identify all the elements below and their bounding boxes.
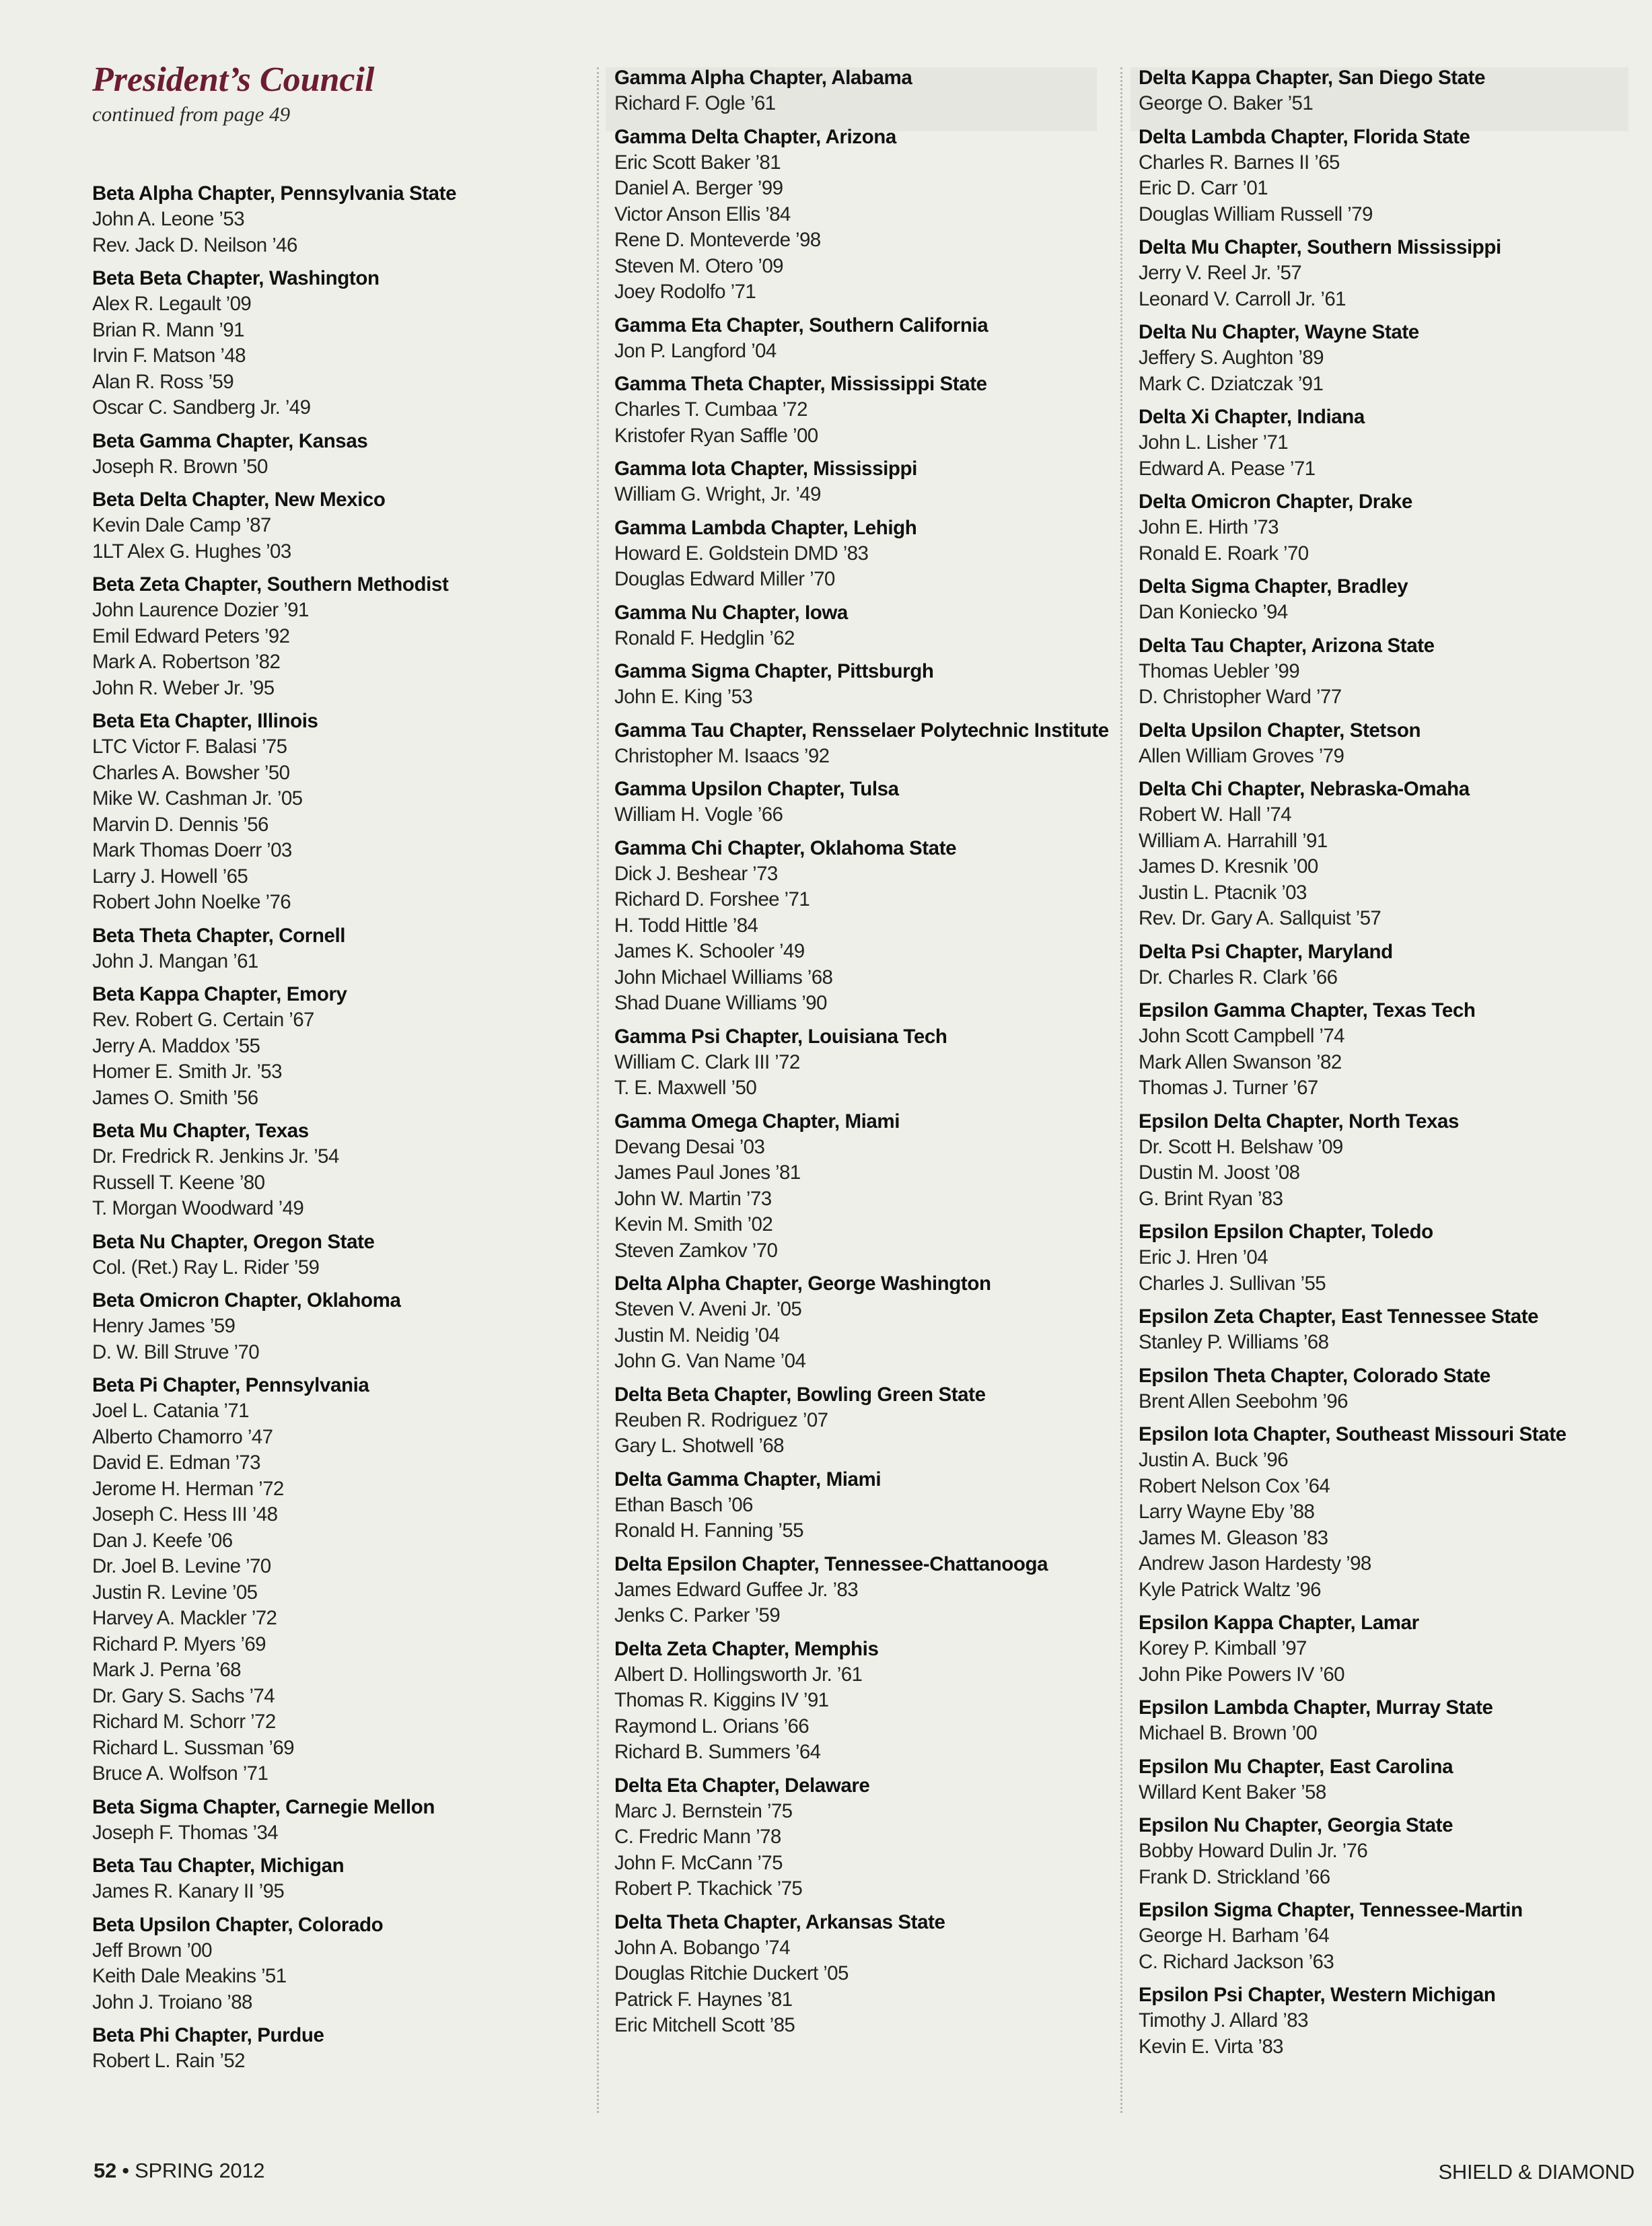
- member-name: Thomas R. Kiggins IV ’91: [614, 1689, 829, 1711]
- member-name: John F. McCann ’75: [614, 1851, 783, 1874]
- member-name: D. W. Bill Struve ’70: [92, 1340, 260, 1363]
- member-name: Dan Koniecko ’94: [1139, 601, 1288, 623]
- chapter-heading: Delta Nu Chapter, Wayne State: [1139, 321, 1419, 343]
- chapter-heading: Delta Upsilon Chapter, Stetson: [1139, 719, 1421, 742]
- member-name: Mike W. Cashman Jr. ’05: [92, 787, 303, 810]
- chapter-heading: Gamma Sigma Chapter, Pittsburgh: [614, 660, 934, 682]
- member-name: Alex R. Legault ’09: [92, 293, 252, 315]
- chapter-heading: Delta Psi Chapter, Maryland: [1139, 940, 1393, 963]
- chapter-group: [1139, 633, 1637, 711]
- member-name: Dr. Gary S. Sachs ’74: [92, 1684, 275, 1707]
- member-name: Dan J. Keefe ’06: [92, 1529, 233, 1552]
- member-name: Col. (Ret.) Ray L. Rider ’59: [92, 1256, 320, 1279]
- member-name: Ronald F. Hedglin ’62: [614, 626, 795, 649]
- chapter-list: [1139, 65, 1637, 2060]
- member-name: Kyle Patrick Waltz ’96: [1139, 1578, 1321, 1601]
- chapter-heading: Beta Upsilon Chapter, Colorado: [92, 1913, 384, 1936]
- member-name: Patrick F. Haynes ’81: [614, 1988, 793, 2011]
- member-name: Timothy J. Allard ’83: [1139, 2009, 1308, 2032]
- chapter-heading: Epsilon Lambda Chapter, Murray State: [1139, 1696, 1493, 1719]
- member-name: Richard F. Ogle ’61: [614, 92, 776, 114]
- chapter-heading: Gamma Theta Chapter, Mississippi State: [614, 373, 987, 395]
- member-name: William C. Clark III ’72: [614, 1050, 800, 1073]
- member-name: Robert W. Hall ’74: [1139, 803, 1291, 826]
- page-title: President’s Council: [92, 61, 375, 99]
- chapter-group: [614, 717, 1112, 770]
- member-name: Brian R. Mann ’91: [92, 318, 244, 341]
- member-name: Dr. Joel B. Levine ’70: [92, 1555, 271, 1577]
- member-name: Raymond L. Orians ’66: [614, 1715, 810, 1737]
- member-name: Charles A. Bowsher ’50: [92, 761, 290, 784]
- member-name: Joseph R. Brown ’50: [92, 455, 268, 478]
- member-name: Edward A. Pease ’71: [1139, 457, 1316, 480]
- member-name: William G. Wright, Jr. ’49: [614, 483, 821, 505]
- chapter-group: [614, 600, 1112, 652]
- member-name: C. Fredric Mann ’78: [614, 1826, 781, 1848]
- member-name: Kevin M. Smith ’02: [614, 1213, 773, 1235]
- chapter-heading: Beta Pi Chapter, Pennsylvania: [92, 1374, 369, 1396]
- member-name: Dr. Charles R. Clark ’66: [1139, 966, 1338, 989]
- member-name: T. Morgan Woodward ’49: [92, 1197, 304, 1219]
- member-name: Eric D. Carr ’01: [1139, 177, 1268, 199]
- member-name: Jerome H. Herman ’72: [92, 1477, 284, 1500]
- chapter-heading: Gamma Alpha Chapter, Alabama: [614, 67, 912, 89]
- chapter-heading: Delta Omicron Chapter, Drake: [1139, 491, 1412, 513]
- chapter-heading: Epsilon Kappa Chapter, Lamar: [1139, 1612, 1419, 1634]
- page-subtitle: continued from page 49: [92, 102, 291, 126]
- chapter-group: [614, 371, 1112, 449]
- member-name: Dick J. Beshear ’73: [614, 862, 778, 885]
- chapter-heading: Gamma Psi Chapter, Louisiana Tech: [614, 1025, 947, 1048]
- chapter-group: [92, 1372, 590, 1787]
- chapter-group: [1139, 65, 1637, 117]
- member-name: Andrew Jason Hardesty ’98: [1139, 1552, 1371, 1575]
- member-name: George H. Barham ’64: [1139, 1925, 1330, 1947]
- member-name: Oscar C. Sandberg Jr. ’49: [92, 396, 311, 419]
- chapter-group: [614, 1636, 1112, 1766]
- chapter-heading: Delta Gamma Chapter, Miami: [614, 1468, 882, 1491]
- member-name: Ronald H. Fanning ’55: [614, 1519, 803, 1542]
- chapter-group: [92, 1912, 590, 2016]
- member-name: Rene D. Monteverde ’98: [614, 229, 821, 251]
- member-name: John Scott Campbell ’74: [1139, 1025, 1344, 1047]
- member-name: Bruce A. Wolfson ’71: [92, 1762, 268, 1785]
- member-name: Joel L. Catania ’71: [92, 1400, 249, 1422]
- member-name: Robert Nelson Cox ’64: [1139, 1474, 1330, 1497]
- member-name: Douglas Ritchie Duckert ’05: [614, 1962, 849, 1984]
- member-name: 1LT Alex G. Hughes ’03: [92, 540, 291, 563]
- chapter-group: [614, 1024, 1112, 1102]
- chapter-heading: Delta Eta Chapter, Delaware: [614, 1774, 870, 1797]
- chapter-list: [614, 65, 1112, 2039]
- chapter-heading: Delta Sigma Chapter, Bradley: [1139, 575, 1408, 598]
- chapter-heading: Beta Zeta Chapter, Southern Methodist: [92, 573, 449, 596]
- member-name: Michael B. Brown ’00: [1139, 1722, 1318, 1744]
- chapter-heading: Epsilon Mu Chapter, East Carolina: [1139, 1755, 1453, 1778]
- chapter-group: [614, 1466, 1112, 1544]
- member-name: Richard M. Schorr ’72: [92, 1711, 276, 1733]
- member-name: John E. King ’53: [614, 686, 753, 708]
- member-name: John Michael Williams ’68: [614, 966, 833, 989]
- member-name: Reuben R. Rodriguez ’07: [614, 1408, 828, 1431]
- page-number: 52: [94, 2159, 116, 2182]
- chapter-group: [1139, 573, 1637, 626]
- member-name: Leonard V. Carroll Jr. ’61: [1139, 287, 1346, 310]
- member-name: Steven V. Aveni Jr. ’05: [614, 1298, 802, 1320]
- column-1: [92, 61, 590, 2081]
- chapter-group: [614, 658, 1112, 711]
- member-name: Eric Scott Baker ’81: [614, 151, 781, 174]
- member-name: Jon P. Langford ’04: [614, 339, 777, 362]
- member-name: John W. Martin ’73: [614, 1187, 772, 1210]
- chapter-heading: Delta Mu Chapter, Southern Mississippi: [1139, 236, 1501, 258]
- member-name: Rev. Robert G. Certain ’67: [92, 1009, 314, 1031]
- member-name: Harvey A. Mackler ’72: [92, 1607, 277, 1629]
- member-name: Dustin M. Joost ’08: [1139, 1161, 1300, 1184]
- chapter-group: [92, 180, 590, 258]
- member-name: Henry James ’59: [92, 1315, 236, 1337]
- member-name: Willard Kent Baker ’58: [1139, 1781, 1326, 1803]
- chapter-heading: Gamma Lambda Chapter, Lehigh: [614, 516, 917, 539]
- chapter-group: [614, 776, 1112, 828]
- member-name: Victor Anson Ellis ’84: [614, 203, 791, 225]
- chapter-group: [92, 981, 590, 1111]
- member-name: James Edward Guffee Jr. ’83: [614, 1578, 859, 1601]
- chapter-group: [614, 835, 1112, 1017]
- chapter-heading: Gamma Eta Chapter, Southern California: [614, 314, 989, 336]
- chapter-heading: Beta Tau Chapter, Michigan: [92, 1855, 345, 1877]
- member-name: James D. Kresnik ’00: [1139, 855, 1318, 877]
- member-name: Homer E. Smith Jr. ’53: [92, 1061, 282, 1083]
- column-2: [614, 65, 1112, 2046]
- chapter-group: [1139, 939, 1637, 991]
- member-name: Howard E. Goldstein DMD ’83: [614, 542, 869, 565]
- member-name: Joey Rodolfo ’71: [614, 281, 756, 303]
- member-name: Douglas Edward Miller ’70: [614, 568, 835, 590]
- chapter-group: [614, 1108, 1112, 1264]
- member-name: Robert L. Rain ’52: [92, 2050, 245, 2072]
- member-name: Richard D. Forshee ’71: [614, 888, 810, 910]
- chapter-group: [1139, 1754, 1637, 1806]
- chapter-group: [1139, 997, 1637, 1102]
- member-name: Jerry V. Reel Jr. ’57: [1139, 262, 1302, 284]
- member-name: Richard L. Sussman ’69: [92, 1736, 294, 1759]
- chapter-group: [1139, 404, 1637, 482]
- member-name: James R. Kanary II ’95: [92, 1880, 285, 1902]
- member-name: Marc J. Bernstein ’75: [614, 1799, 793, 1822]
- chapter-heading: Gamma Upsilon Chapter, Tulsa: [614, 778, 899, 800]
- chapter-group: [1139, 1108, 1637, 1213]
- chapter-group: [1139, 489, 1637, 567]
- chapter-heading: Beta Phi Chapter, Purdue: [92, 2024, 324, 2046]
- chapter-heading: Epsilon Gamma Chapter, Texas Tech: [1139, 999, 1476, 1021]
- chapter-heading: Delta Chi Chapter, Nebraska-Omaha: [1139, 778, 1470, 800]
- chapter-heading: Delta Alpha Chapter, George Washington: [614, 1272, 991, 1295]
- chapter-group: [1139, 124, 1637, 228]
- chapter-heading: Beta Beta Chapter, Washington: [92, 267, 380, 289]
- member-name: David E. Edman ’73: [92, 1451, 260, 1474]
- member-name: Steven Zamkov ’70: [614, 1239, 778, 1262]
- chapter-group: [614, 1270, 1112, 1375]
- issue-label: SPRING 2012: [135, 2159, 265, 2182]
- chapter-group: [1139, 1982, 1637, 2060]
- chapter-heading: Beta Eta Chapter, Illinois: [92, 710, 318, 732]
- member-name: Keith Dale Meakins ’51: [92, 1965, 287, 1987]
- chapter-group: [1139, 1421, 1637, 1603]
- chapter-heading: Beta Theta Chapter, Cornell: [92, 924, 346, 947]
- member-name: Marvin D. Dennis ’56: [92, 813, 268, 836]
- column-divider: [1120, 67, 1122, 2113]
- chapter-group: [1139, 1897, 1637, 1975]
- column-3: [1139, 65, 1637, 2067]
- chapter-heading: Beta Mu Chapter, Texas: [92, 1120, 309, 1142]
- chapter-heading: Beta Nu Chapter, Oregon State: [92, 1230, 375, 1253]
- member-name: Richard B. Summers ’64: [614, 1741, 821, 1763]
- chapter-heading: Epsilon Nu Chapter, Georgia State: [1139, 1814, 1453, 1836]
- chapter-group: [1139, 717, 1637, 770]
- chapter-group: [92, 1853, 590, 1905]
- chapter-list: [92, 180, 590, 2075]
- chapter-heading: Epsilon Sigma Chapter, Tennessee-Martin: [1139, 1899, 1523, 1921]
- chapter-group: [92, 571, 590, 701]
- member-name: Charles J. Sullivan ’55: [1139, 1272, 1326, 1295]
- chapter-heading: Gamma Tau Chapter, Rensselaer Polytechnic Institute: [614, 719, 1109, 742]
- member-name: James O. Smith ’56: [92, 1086, 258, 1109]
- member-name: John A. Leone ’53: [92, 208, 245, 230]
- chapter-heading: Gamma Iota Chapter, Mississippi: [614, 458, 917, 480]
- member-name: Emil Edward Peters ’92: [92, 624, 290, 647]
- chapter-group: [614, 1772, 1112, 1902]
- member-name: Eric J. Hren ’04: [1139, 1246, 1268, 1268]
- chapter-heading: Delta Theta Chapter, Arkansas State: [614, 1910, 945, 1933]
- member-name: John E. Hirth ’73: [1139, 516, 1279, 538]
- chapter-heading: Beta Kappa Chapter, Emory: [92, 983, 347, 1005]
- chapter-group: [1139, 234, 1637, 312]
- member-name: Albert D. Hollingsworth Jr. ’61: [614, 1663, 863, 1686]
- member-name: Shad Duane Williams ’90: [614, 992, 827, 1014]
- member-name: James Paul Jones ’81: [614, 1161, 801, 1184]
- member-name: Jenks C. Parker ’59: [614, 1604, 781, 1626]
- member-name: John J. Troiano ’88: [92, 1990, 252, 2013]
- chapter-group: [1139, 1303, 1637, 1356]
- member-name: Rev. Dr. Gary A. Sallquist ’57: [1139, 907, 1381, 929]
- member-name: Ethan Basch ’06: [614, 1493, 753, 1516]
- chapter-group: [92, 923, 590, 975]
- member-name: Stanley P. Williams ’68: [1139, 1331, 1329, 1353]
- member-name: Dr. Scott H. Belshaw ’09: [1139, 1135, 1343, 1158]
- chapter-group: [92, 487, 590, 565]
- member-name: Justin L. Ptacnik ’03: [1139, 881, 1307, 904]
- member-name: Kristofer Ryan Saffle ’00: [614, 424, 818, 447]
- chapter-group: [1139, 1812, 1637, 1890]
- chapter-group: [614, 456, 1112, 508]
- member-name: Frank D. Strickland ’66: [1139, 1865, 1330, 1888]
- chapter-group: [92, 708, 590, 916]
- member-name: Alan R. Ross ’59: [92, 370, 234, 393]
- member-name: Russell T. Keene ’80: [92, 1171, 265, 1194]
- chapter-heading: Delta Lambda Chapter, Florida State: [1139, 125, 1470, 148]
- member-name: Robert P. Tkachick ’75: [614, 1877, 803, 1900]
- member-name: Jeffery S. Aughton ’89: [1139, 347, 1324, 369]
- chapter-heading: Gamma Delta Chapter, Arizona: [614, 125, 896, 148]
- member-name: C. Richard Jackson ’63: [1139, 1950, 1334, 1973]
- chapter-heading: Epsilon Zeta Chapter, East Tennessee State: [1139, 1305, 1539, 1328]
- member-name: John Pike Powers IV ’60: [1139, 1663, 1344, 1686]
- member-name: John J. Mangan ’61: [92, 949, 258, 972]
- member-name: H. Todd Hittle ’84: [614, 914, 758, 937]
- member-name: Gary L. Shotwell ’68: [614, 1435, 784, 1457]
- chapter-group: [614, 312, 1112, 365]
- chapter-group: [92, 1287, 590, 1365]
- member-name: Rev. Jack D. Neilson ’46: [92, 234, 297, 256]
- member-name: Allen William Groves ’79: [1139, 744, 1344, 767]
- chapter-heading: Epsilon Epsilon Chapter, Toledo: [1139, 1221, 1433, 1243]
- chapter-heading: Beta Delta Chapter, New Mexico: [92, 489, 386, 511]
- member-name: John Laurence Dozier ’91: [92, 599, 309, 621]
- member-name: James K. Schooler ’49: [614, 940, 805, 962]
- folio-separator: •: [116, 2159, 135, 2182]
- member-name: Thomas Uebler ’99: [1139, 659, 1300, 682]
- chapter-group: [92, 2022, 590, 2075]
- member-name: Bobby Howard Dulin Jr. ’76: [1139, 1840, 1368, 1862]
- chapter-group: [614, 515, 1112, 593]
- chapter-group: [92, 265, 590, 421]
- member-name: Dr. Fredrick R. Jenkins Jr. ’54: [92, 1145, 339, 1168]
- member-name: Thomas J. Turner ’67: [1139, 1077, 1318, 1099]
- member-name: James M. Gleason ’83: [1139, 1526, 1328, 1549]
- member-name: William A. Harrahill ’91: [1139, 829, 1328, 852]
- member-name: Justin M. Neidig ’04: [614, 1324, 780, 1347]
- member-name: Mark A. Robertson ’82: [92, 651, 281, 673]
- member-name: Eric Mitchell Scott ’85: [614, 2014, 795, 2036]
- chapter-group: [1139, 319, 1637, 397]
- chapter-heading: Epsilon Theta Chapter, Colorado State: [1139, 1364, 1491, 1387]
- member-name: Justin A. Buck ’96: [1139, 1449, 1289, 1471]
- chapter-heading: Delta Epsilon Chapter, Tennessee-Chattanooga: [614, 1552, 1048, 1575]
- member-name: G. Brint Ryan ’83: [1139, 1187, 1283, 1210]
- chapter-heading: Beta Gamma Chapter, Kansas: [92, 429, 368, 452]
- member-name: William H. Vogle ’66: [614, 803, 783, 826]
- member-name: Christopher M. Isaacs ’92: [614, 744, 830, 767]
- member-name: Alberto Chamorro ’47: [92, 1425, 273, 1448]
- chapter-group: [92, 428, 590, 480]
- chapter-heading: Epsilon Delta Chapter, North Texas: [1139, 1110, 1459, 1133]
- member-name: Jerry A. Maddox ’55: [92, 1034, 260, 1057]
- member-name: Robert John Noelke ’76: [92, 891, 291, 913]
- member-name: LTC Victor F. Balasi ’75: [92, 735, 287, 758]
- member-name: John R. Weber Jr. ’95: [92, 676, 275, 699]
- member-name: Korey P. Kimball ’97: [1139, 1637, 1307, 1659]
- chapter-group: [92, 1794, 590, 1846]
- chapter-group: [1139, 1219, 1637, 1297]
- chapter-heading: Beta Alpha Chapter, Pennsylvania State: [92, 182, 457, 205]
- member-name: Larry Wayne Eby ’88: [1139, 1501, 1315, 1523]
- member-name: Charles T. Cumbaa ’72: [614, 398, 807, 421]
- chapter-group: [1139, 1363, 1637, 1415]
- chapter-heading: Beta Sigma Chapter, Carnegie Mellon: [92, 1795, 435, 1818]
- member-name: D. Christopher Ward ’77: [1139, 686, 1342, 708]
- member-name: Devang Desai ’03: [614, 1135, 765, 1158]
- member-name: Joseph F. Thomas ’34: [92, 1821, 279, 1844]
- member-name: Brent Allen Seebohm ’96: [1139, 1390, 1348, 1412]
- member-name: Larry J. Howell ’65: [92, 865, 248, 888]
- chapter-group: [614, 65, 1112, 117]
- member-name: Richard P. Myers ’69: [92, 1632, 266, 1655]
- chapter-group: [1139, 1610, 1637, 1688]
- member-name: Steven M. Otero ’09: [614, 254, 783, 277]
- member-name: John L. Lisher ’71: [1139, 431, 1289, 454]
- chapter-group: [1139, 776, 1637, 932]
- chapter-heading: Gamma Chi Chapter, Oklahoma State: [614, 836, 957, 859]
- member-name: John G. Van Name ’04: [614, 1350, 806, 1372]
- chapter-heading: Epsilon Psi Chapter, Western Michigan: [1139, 1984, 1496, 2006]
- chapter-heading: Delta Beta Chapter, Bowling Green State: [614, 1383, 986, 1406]
- member-name: Ronald E. Roark ’70: [1139, 542, 1309, 565]
- chapter-group: [614, 1909, 1112, 2039]
- chapter-heading: Delta Kappa Chapter, San Diego State: [1139, 67, 1486, 89]
- chapter-heading: Delta Xi Chapter, Indiana: [1139, 406, 1365, 428]
- member-name: Mark Allen Swanson ’82: [1139, 1050, 1342, 1073]
- chapter-group: [92, 1229, 590, 1281]
- member-name: Mark Thomas Doerr ’03: [92, 839, 292, 861]
- member-name: Douglas William Russell ’79: [1139, 203, 1373, 225]
- folio: [94, 2159, 264, 2183]
- chapter-group: [614, 124, 1112, 306]
- publication-name: SHIELD & DIAMOND: [1438, 2160, 1635, 2184]
- member-name: Jeff Brown ’00: [92, 1939, 212, 1962]
- member-name: Mark J. Perna ’68: [92, 1659, 241, 1681]
- member-name: Charles R. Barnes II ’65: [1139, 151, 1340, 174]
- member-name: George O. Baker ’51: [1139, 92, 1314, 114]
- column-divider: [597, 67, 599, 2113]
- member-name: John A. Bobango ’74: [614, 1936, 790, 1959]
- chapter-group: [92, 1118, 590, 1222]
- chapter-heading: Delta Tau Chapter, Arizona State: [1139, 634, 1435, 657]
- member-name: Mark C. Dziatczak ’91: [1139, 372, 1324, 395]
- member-name: Irvin F. Matson ’48: [92, 345, 246, 367]
- chapter-group: [614, 1381, 1112, 1460]
- chapter-heading: Delta Zeta Chapter, Memphis: [614, 1637, 879, 1660]
- member-name: T. E. Maxwell ’50: [614, 1077, 757, 1099]
- chapter-group: [614, 1551, 1112, 1629]
- chapter-heading: Gamma Omega Chapter, Miami: [614, 1110, 900, 1133]
- member-name: Justin R. Levine ’05: [92, 1581, 258, 1604]
- chapter-heading: Beta Omicron Chapter, Oklahoma: [92, 1289, 401, 1312]
- chapter-group: [1139, 1694, 1637, 1747]
- member-name: Daniel A. Berger ’99: [614, 177, 783, 199]
- member-name: Kevin E. Virta ’83: [1139, 2035, 1283, 2058]
- member-name: Joseph C. Hess III ’48: [92, 1503, 278, 1525]
- member-name: Kevin Dale Camp ’87: [92, 514, 271, 536]
- chapter-heading: Epsilon Iota Chapter, Southeast Missouri State: [1139, 1423, 1567, 1445]
- chapter-heading: Gamma Nu Chapter, Iowa: [614, 601, 848, 624]
